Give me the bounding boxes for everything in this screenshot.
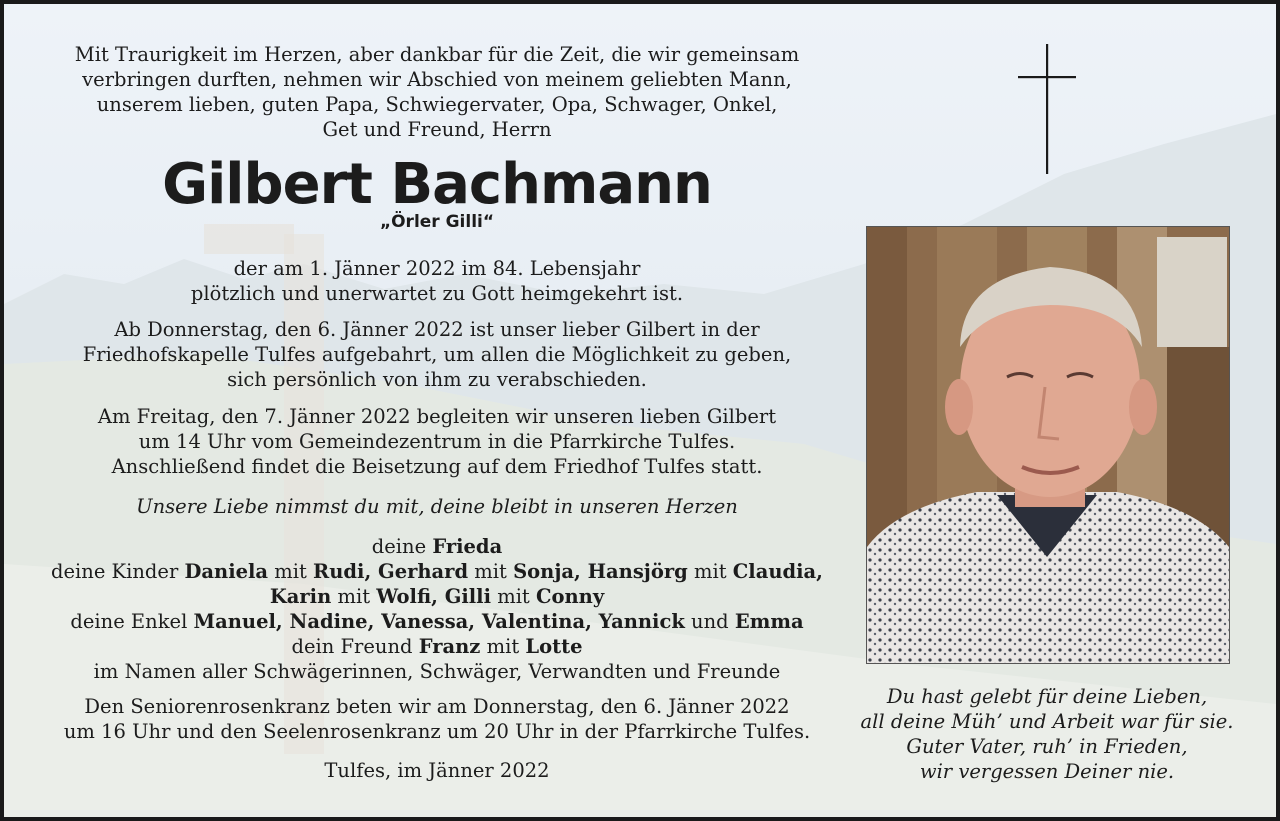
mourner-line-grandchildren — [34, 609, 840, 634]
mourner-line-friend — [34, 634, 840, 659]
text: mit — [468, 560, 514, 583]
intro-paragraph — [34, 42, 840, 142]
funeral-paragraph — [34, 404, 840, 479]
intro-line: verbringen durften, nehmen wir Abschied von meinem geliebten Mann, — [82, 68, 792, 91]
mourner-line-others: im Namen aller Schwägerinnen, Schwäger, Verwandten und Freunde — [93, 660, 781, 683]
death-paragraph — [34, 256, 840, 306]
verse-line: Du hast gelebt für deine Lieben, — [886, 685, 1208, 708]
child-name: Wolfi, Gilli — [376, 585, 491, 608]
intro-line: Mit Traurigkeit im Herzen, aber dankbar für die Zeit, die wir gemeinsam — [74, 43, 800, 66]
place-date: Tulfes, im Jänner 2022 — [324, 759, 550, 782]
text: mit — [687, 560, 733, 583]
funeral-line: Am Freitag, den 7. Jänner 2022 begleiten wir unseren lieben Gilbert — [97, 405, 777, 428]
portrait-illustration — [867, 227, 1229, 663]
text: deine Kinder — [51, 560, 185, 583]
mourners-list — [34, 534, 840, 684]
rosary-line: um 16 Uhr und den Seelenrosenkranz um 20 Uhr in der Pfarrkirche Tulfes. — [63, 720, 811, 743]
viewing-line: Ab Donnerstag, den 6. Jänner 2022 ist unser lieber Gilbert in der — [114, 318, 760, 341]
text: mit — [331, 585, 377, 608]
child-name: Rudi, Gerhard — [313, 560, 469, 583]
grandchild-names: Manuel, Nadine, Vanessa, Valentina, Yannick — [193, 610, 685, 633]
child-name: Daniela — [184, 560, 269, 583]
verse-line: all deine Müh’ und Arbeit war für sie. — [860, 710, 1234, 733]
intro-line: unserem lieben, guten Papa, Schwiegervater, Opa, Schwager, Onkel, — [96, 93, 778, 116]
rosary-line: Den Seniorenrosenkranz beten wir am Donnerstag, den 6. Jänner 2022 — [84, 695, 790, 718]
friend-partner-name: Lotte — [525, 635, 583, 658]
death-line: plötzlich und unerwartet zu Gott heimgekehrt ist. — [190, 282, 684, 305]
funeral-line: um 14 Uhr vom Gemeindezentrum in die Pfarrkirche Tulfes. — [138, 430, 736, 453]
grandchild-name: Emma — [734, 610, 804, 633]
death-line: der am 1. Jänner 2022 im 84. Lebensjahr — [233, 257, 641, 280]
friend-name: Franz — [418, 635, 481, 658]
rosary-paragraph — [34, 694, 840, 744]
wife-name: Frieda — [432, 535, 503, 558]
text: mit — [268, 560, 314, 583]
cross-icon — [1018, 44, 1078, 174]
viewing-line: sich persönlich von ihm zu verabschieden. — [227, 368, 647, 391]
verse-line: Guter Vater, ruh’ in Frieden, — [906, 735, 1188, 758]
portrait-photo — [866, 226, 1230, 664]
text: mit — [480, 635, 526, 658]
deceased-nickname: „Örler Gilli“ — [379, 212, 495, 232]
child-name: Conny — [535, 585, 605, 608]
mourner-line-wife — [34, 534, 840, 559]
deceased-name: Gilbert Bachmann — [162, 152, 712, 217]
funeral-line: Anschließend findet die Beisetzung auf dem Friedhof Tulfes statt. — [111, 455, 763, 478]
viewing-paragraph — [34, 317, 840, 392]
child-name: Sonja, Hansjörg — [513, 560, 688, 583]
mourner-line-children — [34, 559, 840, 584]
viewing-line: Friedhofskapelle Tulfes aufgebahrt, um allen die Möglichkeit zu geben, — [82, 343, 792, 366]
text: deine Enkel — [70, 610, 194, 633]
verse — [844, 684, 1250, 784]
text: deine — [371, 535, 433, 558]
intro-line: Get und Freund, Herrn — [322, 118, 552, 141]
child-name: Claudia, — [732, 560, 823, 583]
text: dein Freund — [291, 635, 419, 658]
text: mit — [491, 585, 536, 608]
verse-line: wir vergessen Deiner nie. — [919, 760, 1175, 783]
mourner-line-children-2 — [34, 584, 840, 609]
child-name: Karin — [269, 585, 332, 608]
motto: Unsere Liebe nimmst du mit, deine bleibt in unseren Herzen — [136, 495, 738, 518]
text: und — [684, 610, 735, 633]
